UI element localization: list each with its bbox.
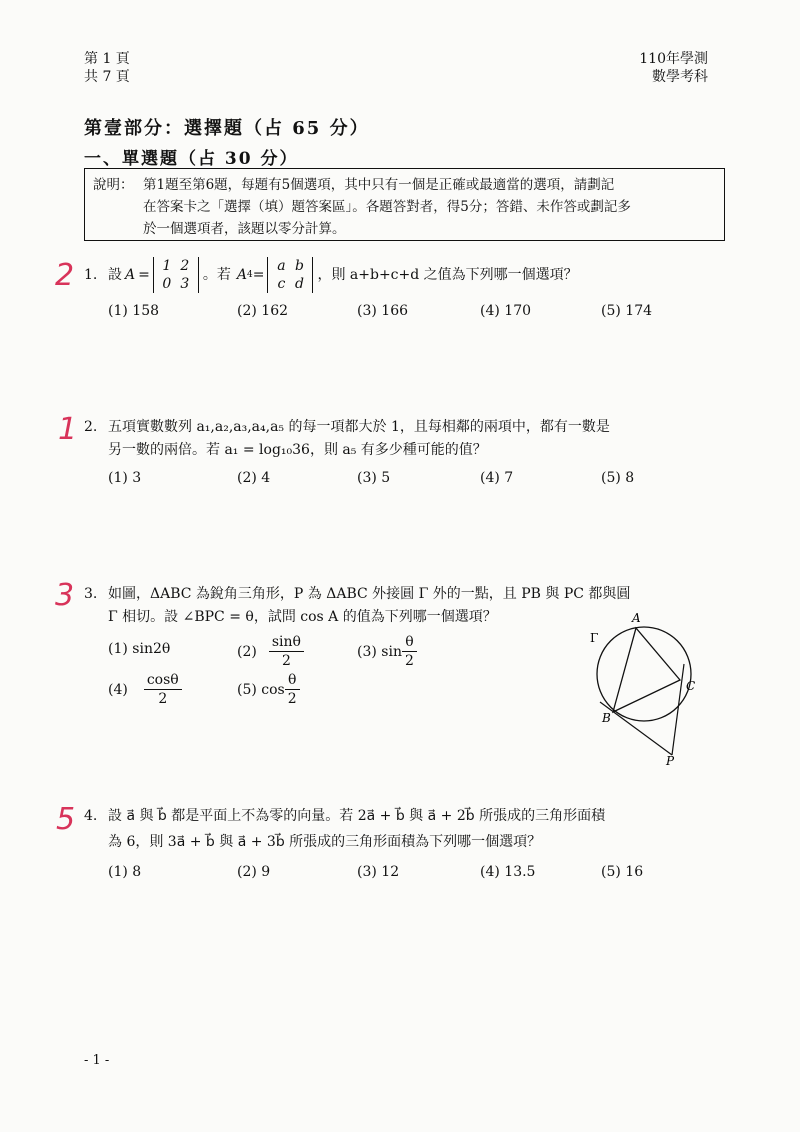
option: (5) 16 bbox=[601, 864, 644, 880]
page-number: - 1 - bbox=[84, 1053, 110, 1068]
matrix-entry: c bbox=[277, 276, 286, 292]
handwritten-mark: 1 bbox=[58, 412, 78, 447]
option: (4) 7 bbox=[480, 470, 514, 486]
question-text: Γ 相切。設 ∠BPC = θ，試問 cos A 的值為下列哪一個選項？ bbox=[108, 609, 497, 625]
label-b: B bbox=[602, 711, 611, 725]
option: (2) 9 bbox=[237, 864, 271, 880]
question-number: 1. bbox=[84, 267, 98, 283]
denominator: 2 bbox=[158, 691, 168, 707]
option: (5) 174 bbox=[601, 303, 653, 319]
circumcircle bbox=[597, 627, 691, 721]
question-text: 另一數的兩倍。若 a₁ = log₁₀36，則 a₅ 有多少種可能的值？ bbox=[108, 442, 487, 458]
question-number: 3. bbox=[84, 586, 98, 602]
fraction bbox=[269, 633, 304, 670]
label-c: C bbox=[686, 679, 696, 693]
denominator: 2 bbox=[287, 691, 297, 707]
subsection-title: 一、單選題（占 30 分） bbox=[84, 149, 299, 169]
option: (1) 8 bbox=[108, 864, 142, 880]
matrix-entry: d bbox=[294, 276, 304, 292]
denominator: 2 bbox=[281, 653, 291, 669]
question-4 bbox=[108, 806, 728, 852]
handwritten-mark: 2 bbox=[55, 258, 75, 293]
label-a: A bbox=[632, 611, 641, 625]
matrix-entry: 0 bbox=[162, 276, 172, 292]
label-gamma: Γ bbox=[590, 631, 599, 645]
matrix-entry: b bbox=[294, 258, 304, 274]
instructions-label: 說明： bbox=[93, 177, 134, 193]
numerator: sinθ bbox=[269, 633, 304, 652]
numerator: θ bbox=[402, 633, 417, 652]
option: (3) 12 bbox=[357, 864, 400, 880]
page-total: 共 7 頁 bbox=[84, 69, 130, 85]
fraction bbox=[285, 671, 300, 708]
matrix-entry: 2 bbox=[180, 258, 190, 274]
option: (5) 8 bbox=[601, 470, 635, 486]
circle-triangle-figure bbox=[580, 610, 720, 770]
option: (3) 166 bbox=[357, 303, 409, 319]
instructions-box bbox=[84, 168, 725, 241]
option-label: (4) bbox=[108, 681, 128, 698]
question-1: 1. 設 A = 1 2 0 3 。若 A 4 = a b c d ，則 a+b+c+d 之值為下列哪一個選項？ bbox=[84, 258, 578, 292]
question-text: 為 6，則 3a⃗ + b⃗ 與 a⃗ + 3b⃗ 所張成的三角形面積為下列哪一個選項？ bbox=[108, 834, 542, 850]
matrix-a bbox=[153, 257, 199, 293]
page-current: 第 1 頁 bbox=[84, 51, 130, 67]
option-5 bbox=[237, 671, 300, 708]
option-label: (2) bbox=[237, 643, 257, 660]
matrix-entry: 1 bbox=[162, 258, 172, 274]
matrix-entry: 3 bbox=[180, 276, 190, 292]
option: (2) 4 bbox=[237, 470, 271, 486]
question-text: 如圖，ΔABC 為銳角三角形，P 為 ΔABC 外接圓 Γ 外的一點，且 PB 與 PC 都與圓 bbox=[108, 586, 631, 602]
question-text: 五項實數數列 a₁,a₂,a₃,a₄,a₅ 的每一項都大於 1，且每相鄰的兩項中，都有一數是 bbox=[108, 419, 610, 435]
option-label: (3) sin bbox=[357, 643, 402, 660]
page-indicator bbox=[84, 50, 130, 86]
option: (4) 170 bbox=[480, 303, 532, 319]
option: (2) 162 bbox=[237, 303, 289, 319]
question-2 bbox=[108, 417, 728, 460]
fraction bbox=[144, 671, 182, 708]
exam-subject: 數學考科 bbox=[652, 69, 708, 85]
numerator: cosθ bbox=[144, 671, 182, 690]
question-text: 設 bbox=[108, 267, 122, 283]
option-3 bbox=[357, 633, 417, 670]
question-number: 2. bbox=[84, 419, 98, 435]
numerator: θ bbox=[285, 671, 300, 690]
exam-info bbox=[639, 50, 708, 86]
option-label: (5) cos bbox=[237, 681, 285, 698]
instructions-line: 第1題至第6題，每題有5個選項，其中只有一個是正確或最適當的選項，請劃記 bbox=[143, 177, 615, 193]
label-p: P bbox=[666, 754, 675, 768]
instructions-line: 在答案卡之「選擇（填）題答案區」。各題答對者，得5分；答錯、未作答或劃記多 bbox=[143, 199, 631, 215]
matrix-entry: a bbox=[277, 258, 286, 274]
question-text: 。若 bbox=[202, 267, 231, 283]
option: (1) sin2θ bbox=[108, 641, 171, 657]
option: (1) 158 bbox=[108, 303, 160, 319]
option-2 bbox=[237, 633, 304, 670]
instructions-line: 於一個選項者，該題以零分計算。 bbox=[143, 221, 346, 237]
option-4 bbox=[108, 671, 182, 708]
exam-name: 110年學測 bbox=[639, 51, 708, 67]
option: (4) 13.5 bbox=[480, 864, 536, 880]
fraction bbox=[402, 633, 417, 670]
tangent-pb bbox=[600, 702, 672, 755]
section-title: 第壹部分：選擇題（占 65 分） bbox=[84, 118, 370, 139]
question-text: ，則 a+b+c+d 之值為下列哪一個選項？ bbox=[317, 267, 578, 283]
question-text: 設 a⃗ 與 b⃗ 都是平面上不為零的向量。若 2a⃗ + b⃗ 與 a⃗ + 2b⃗ 所張成的三角形面積 bbox=[108, 808, 606, 824]
matrix-b bbox=[267, 257, 313, 293]
option: (3) 5 bbox=[357, 470, 391, 486]
handwritten-mark: 3 bbox=[55, 578, 75, 613]
option: (1) 3 bbox=[108, 470, 142, 486]
denominator: 2 bbox=[404, 653, 414, 669]
triangle-abc bbox=[613, 628, 680, 712]
handwritten-mark: 5 bbox=[56, 802, 76, 837]
question-number: 4. bbox=[84, 808, 98, 824]
